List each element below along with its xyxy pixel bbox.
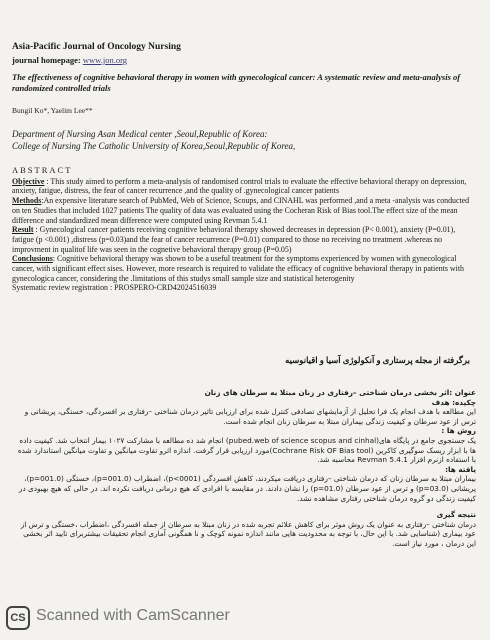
author-list: Bungil Ko*, Yaelim Lee** [12,106,93,115]
article-title: The effectiveness of cognitive behavioral therapy in women with gynecological cancer: A systematic review and meta-analysis of randomized controlled trials [12,72,461,93]
persian-source-heading: برگرفته از مجله پرستاری و آنکولوژی آسیا و اقیانوسیه [285,355,470,365]
persian-conclusion: درمان شناختی –رفتاری به عنوان یک روش موثر برای کاهش علائم تجربه شده در زنان مبتلا به سرطان از جمله افسردگی ،اضطراب ،خستگی و ترس از عود بیماری (شناسایی شد. با این حال، با توجه به محدودیت هایی مانند اندازه نمونه کوچک و نا همگونی آماری انجام تحقیقات بیشتربرای تایید اثر بخشی این درمان ، مورد نیاز است. [20,519,476,548]
homepage-label: journal homepage: [12,55,81,65]
conclusions-text: : Cognitive behavioral therapy was shown to be a useful treatment for the symptoms experienced by women with gynecological cancer, with significant effect sises. However, more research is required to validate the efficacy of cognitive behavioral therapy in patients with gynecologica cancer, considering the .limitations of this studys small sample size and statistical heterogenity [12,254,464,283]
persian-abstract [14,388,476,549]
objective-paragraph [12,177,478,196]
persian-methods-label: روش ها : [441,426,476,436]
affiliation-1: Department of Nursing Asan Medical center ,Seoul,Republic of Korea: [12,129,268,139]
affiliations [12,129,478,152]
persian-objective: این مطالعه با هدف انجام یک فرا تحلیل از آزمایشهای تصادفی کنترل شده برای ارزیابی تاثیر درمان شناختی –رفتاری بر افسردگی، خستگی، پریشانی و ترس از عود سرطان و کیفیت زندگی بیماران مبتلا به سرطان زنان انجام شده است. [24,407,476,426]
result-paragraph [12,225,478,254]
result-text: : Gynecological cancer patients receiving cognitive behavioral therapy showed decreases in depression (P< 0.001), anxiety (P=0.01), fatigue (p <0.001) ,distress (p=0.03)and the fear of cancer recurrence (P=0.01) compared to those no receiving no treatment .whereas no improvment in qualitof life was seen in the cognetive behavioral therapy group (P=0.05) [12,225,456,254]
objective-text: : This study aimed to perform a meta-analysis of randomised control trials to evaluate the effective behavioral therapy on depression, anxiety, fatigue, distress, the fear of cancer recurrence ,and the quality of .gynecological cancer patients [12,176,467,196]
english-abstract [12,166,478,293]
result-label: Result [12,225,34,235]
spacer [14,503,476,510]
conclusions-label: Conclusions [12,254,53,264]
methods-text: :An expensive literature search of PubMed, Web of Science, Scoups, and CINAHL was performed ,and a meta -analysis was conducted on ten Studies that included 1027 patients The quality of data was evaluated using the Cocheran Risk of Bias tool.The effect size of the mean difference and standardized mean difference were computed using Revman 5.4.1 [12,196,470,225]
registration-line: Systematic review registration : PROSPERO-CRD42024516039 [12,283,217,293]
camscanner-logo-icon: CS [6,606,30,630]
homepage-link[interactable]: www.jon.org [82,55,127,65]
abstract-heading: ABSTRACT [12,165,73,175]
persian-findings: بیماران مبتلا به سرطان زنان که درمان شناختی –رفتاری دریافت میکردند، کاهش افسردگی (p<0001)، اضطراب (p=001.0)، خستگی (p=001.0)، پریشانی (p=03.0) و ترس از عود سرطان (p=01.0) را نشان دادند. در مقایسه با افرادی که هیچ درمانی دریافت نکرده اند. در حالی که هیچ بهبودی در کیفیت زندگی دو گروه درمان شناختی رفتاری مشاهده نشد. [18,474,476,503]
journal-homepage-line [12,55,478,65]
methods-paragraph [12,196,478,225]
persian-title-line: عنوان :اثر بخشی درمان شناختی –رفتاری در زنان مبتلا به سرطان های زنان [204,388,476,397]
watermark-text: Scanned with CamScanner [36,607,230,624]
conclusions-paragraph [12,254,478,283]
affiliation-2: College of Nursing The Catholic University of Korea,Seoul,Republic of Korea, [12,140,296,151]
journal-name: Asia-Pacific Journal of Oncology Nursing [12,42,181,52]
persian-methods: یک جستجوی جامع در پایگاه های(pubed.web of science scopus and cinhal) انجام شد ده مطالعه با مشارکت ۱۰۲۷ بیمار انتخاب شد. کیفیت داده ها با ابزار ریسک سوگیری کاکرین (Cochrane Risk OF Bias tool)مورد ارزیابی قرار گرفت. اندازه اثرو تفاوت میانگین و تفاوت میانگین استاندارد شده با استفاده ازنرم افزار Revman 5.4.1 محاسبه شد. [17,435,476,465]
methods-label: Methods [12,196,42,206]
persian-conclusion-label: نتیجه گیری [436,510,476,520]
persian-findings-label: یافته ها: [445,464,476,474]
objective-label: Objective [12,176,45,186]
persian-abstract-label: چکیده: هدف [431,397,476,407]
scanner-watermark [0,600,490,640]
